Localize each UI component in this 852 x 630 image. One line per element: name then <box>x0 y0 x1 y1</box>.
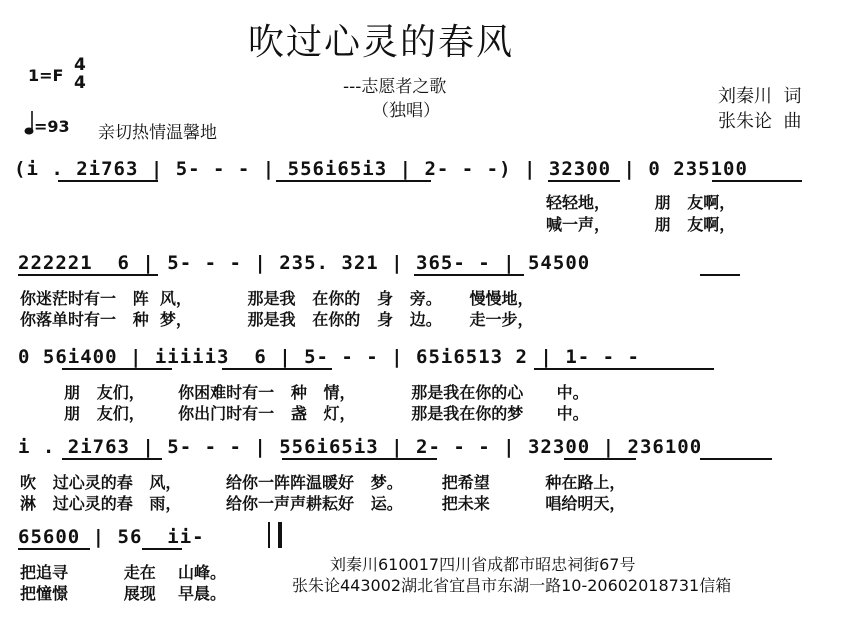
beam-line <box>564 458 636 460</box>
time-signature-bottom: 4 <box>74 73 86 93</box>
notation-row-1: (i . 2i763 | 5- - - | 556i65i3 | 2- - -) | 32300 | 0 235100 <box>14 158 748 180</box>
beam-line <box>18 274 158 276</box>
beam-line <box>534 368 714 370</box>
lyric-row-5-verse-1: 把追寻 走在 山峰。 <box>20 563 226 582</box>
notation-row-4: i . 2i763 | 5- - - | 556i65i3 | 2- - - | 32300 | 236100 <box>18 436 703 458</box>
lyric-row-3-verse-1: 朋 友们， 你困难时有一 种 情， 那是我在你的心 中。 <box>64 383 589 402</box>
performance-type: （独唱） <box>372 101 440 121</box>
beam-line <box>548 180 620 182</box>
song-subtitle: ---志愿者之歌 <box>343 77 447 97</box>
notation-row-3: 0 56i400 | iiiii3 6 | 5- - - | 65i6513 2 | 1- - - <box>18 346 640 368</box>
composer-credit: 张朱论 曲 <box>718 111 802 132</box>
song-title: 吹过心灵的春风 <box>248 22 515 63</box>
lyricist-credit: 刘秦川 词 <box>718 86 802 107</box>
notation-row-5: 65600 | 56 ii- <box>18 526 205 548</box>
beam-line <box>62 458 162 460</box>
key-signature: 1=F <box>28 66 64 85</box>
lyricist-address: 刘秦川610017四川省成都市昭忠祠街67号 <box>330 555 636 574</box>
quarter-note-icon <box>24 110 34 136</box>
expression-marking: 亲切热情温馨地 <box>98 123 217 143</box>
beam-line <box>276 180 431 182</box>
beam-line <box>58 180 158 182</box>
lyric-row-5-verse-2: 把憧憬 展现 早晨。 <box>20 584 226 603</box>
lyric-row-2-verse-1: 你迷茫时有一 阵 风， 那是我 在你的 身 旁。 慢慢地， <box>20 289 534 308</box>
lyric-row-3-verse-2: 朋 友们， 你出门时有一 盏 灯， 那是我在你的梦 中。 <box>64 404 589 423</box>
lyric-row-4-verse-2: 淋 过心灵的春 雨， 给你一声声耕耘好 运。 把未来 唱给明天， <box>20 494 626 513</box>
beam-line <box>18 548 90 550</box>
tempo-marking: =93 <box>34 117 70 136</box>
lyric-row-2-verse-2: 你落单时有一 种 梦， 那是我 在你的 身 边。 走一步， <box>20 310 534 329</box>
beam-line <box>282 458 437 460</box>
lyric-row-1-verse-2: 喊一声， 朋 友啊， <box>546 215 736 234</box>
notation-row-2: 222221 6 | 5- - - | 235. 321 | 365- - | 54500 <box>18 252 591 274</box>
final-barline <box>268 522 282 548</box>
beam-line <box>700 458 772 460</box>
time-signature-top: 4 <box>74 55 86 75</box>
lyric-row-1-verse-1: 轻轻地， 朋 友啊， <box>546 193 736 212</box>
composer-address: 张朱论443002湖北省宜昌市东湖一路10-20602018731信箱 <box>292 576 732 595</box>
beam-line <box>142 548 182 550</box>
beam-line <box>62 368 172 370</box>
beam-line <box>414 274 524 276</box>
beam-line <box>222 368 332 370</box>
lyric-row-4-verse-1: 吹 过心灵的春 风， 给你一阵阵温暖好 梦。 把希望 种在路上， <box>20 473 626 492</box>
beam-line <box>700 274 740 276</box>
time-signature <box>74 56 86 92</box>
beam-line <box>712 180 802 182</box>
